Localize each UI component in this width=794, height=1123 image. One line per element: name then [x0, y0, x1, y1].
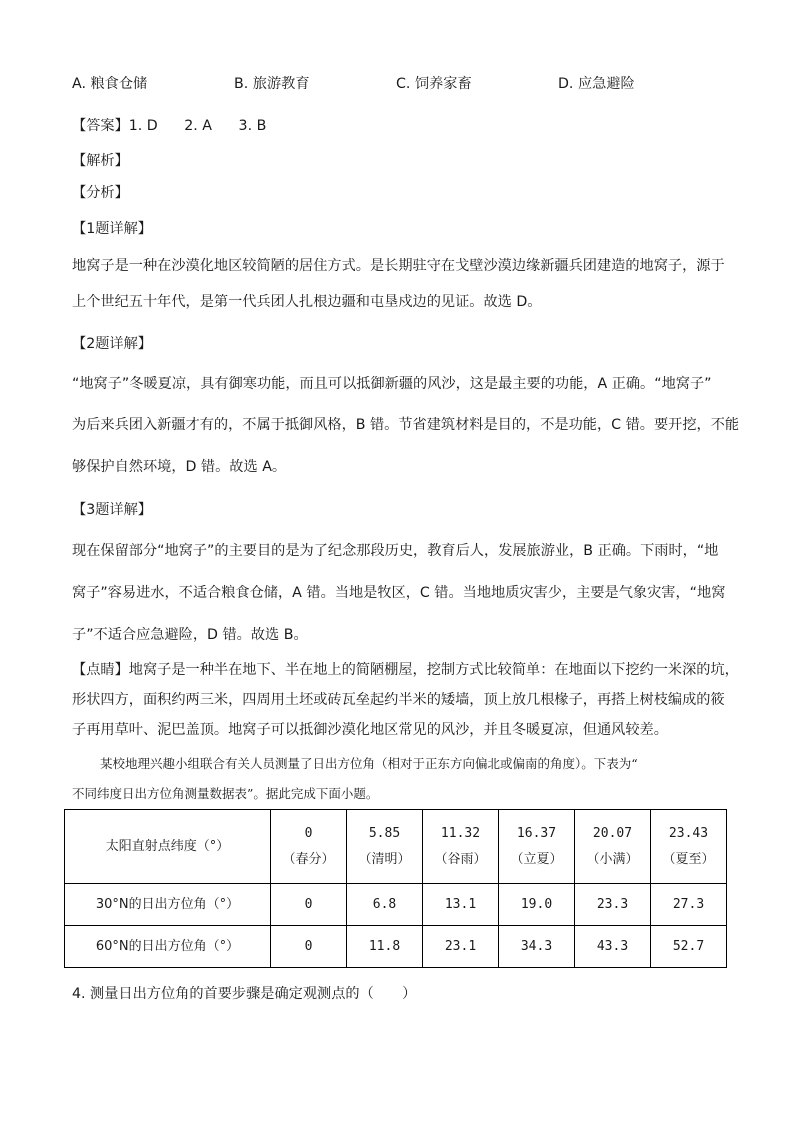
header-col-5 [651, 810, 727, 884]
q2-heading: 【2题详解】 [72, 336, 152, 352]
col-0-value: 0 [304, 825, 313, 841]
row-1-cell-1: 11.8 [347, 926, 423, 968]
col-0-term: （春分） [282, 851, 335, 867]
col-1-term: （清明） [358, 851, 411, 867]
answer-line [72, 115, 266, 135]
col-4-term: （小满） [586, 851, 639, 867]
intro-line-2: 不同纬度日出方位角测量数据表”。据此完成下面小题。 [72, 786, 379, 801]
intro-line-1: 某校地理兴趣小组联合有关人员测量了日出方位角（相对于正东方向偏北或偏南的角度）。下表为“ [100, 756, 638, 771]
q1-heading: 【1题详解】 [72, 221, 152, 237]
answer-1: 1. D [128, 118, 158, 134]
q3-line-1: 现在保留部分“地窝子”的主要目的是为了纪念那段历史，教育后人，发展旅游业，B 正确。下雨时，“地 [72, 543, 719, 559]
q3-heading: 【3题详解】 [72, 502, 152, 518]
q2-line-1: “地窝子”冬暖夏凉，具有御寒功能，而且可以抵御新疆的风沙，这是最主要的功能，A 正确。“地窝子” [72, 376, 712, 392]
q3-line-3: 子”不适合应急避险，D 错。故选 B。 [72, 627, 308, 643]
col-3-value: 16.37 [516, 825, 557, 841]
row-0-cell-3: 19.0 [499, 884, 575, 926]
q1-line-1: 地窝子是一种在沙漠化地区较简陋的居住方式。是长期驻守在戈壁沙漠边缘新疆兵团建造的地窝子，源于 [72, 258, 725, 274]
col-5-value: 23.43 [668, 825, 709, 841]
table-header-row [65, 810, 727, 884]
header-col-0 [271, 810, 347, 884]
analysis-heading: 【解析】 [72, 153, 129, 169]
header-label-cell: 太阳直射点纬度（°） [65, 810, 271, 884]
answer-2: 2. A [184, 118, 213, 134]
row-0-cell-2: 13.1 [423, 884, 499, 926]
question-4: 4. 测量日出方位角的首要步骤是确定观测点的（ ） [72, 986, 417, 1002]
header-col-3 [499, 810, 575, 884]
header-col-4 [575, 810, 651, 884]
option-b: B. 旅游教育 [234, 76, 310, 92]
q2-line-2: 为后来兵团入新疆才有的，不属于抵御风格，B 错。节省建筑材料是目的，不是功能，C 错。要开挖，不能 [72, 417, 740, 433]
dianjing-line-2: 形状四方，面积约两三米，四周用土坯或砖瓦垒起约半米的矮墙，顶上放几根椽子，再搭上树枝编成的筱 [72, 692, 725, 708]
answer-tag: 【答案】 [72, 118, 129, 134]
q3-line-2: 窝子”容易进水，不适合粮食仓储，A 错。当地是牧区，C 错。当地地质灾害少，主要是气象灾害，“地窝 [72, 585, 726, 601]
option-a: A. 粮食仓储 [72, 76, 148, 92]
col-2-value: 11.32 [440, 825, 481, 841]
row-1-label: 60°N的日出方位角（°） [65, 926, 271, 968]
dianjing-line-1: 【点睛】地窝子是一种半在地下、半在地上的简陋棚屋，挖制方式比较简单：在地面以下挖约一米深的坑， [72, 662, 739, 678]
row-1-cell-3: 34.3 [499, 926, 575, 968]
header-col-1 [347, 810, 423, 884]
col-1-value: 5.85 [368, 825, 401, 841]
table-row [65, 884, 727, 926]
row-0-cell-1: 6.8 [347, 884, 423, 926]
col-3-term: （立夏） [510, 851, 563, 867]
row-0-cell-5: 27.3 [651, 884, 727, 926]
answer-3: 3. B [238, 118, 267, 134]
option-c: C. 饲养家畜 [396, 76, 472, 92]
q1-line-2: 上个世纪五十年代，是第一代兵团人扎根边疆和屯垦戍边的见证。故选 D。 [72, 294, 542, 310]
dianjing-line-3: 子再用草叶、泥巴盖顶。地窝子可以抵御沙漠化地区常见的风沙，并且冬暖夏凉，但通风较差。 [72, 722, 668, 738]
row-1-cell-4: 43.3 [575, 926, 651, 968]
row-0-cell-0: 0 [271, 884, 347, 926]
row-1-cell-2: 23.1 [423, 926, 499, 968]
q2-line-3: 够保护自然环境，D 错。故选 A。 [72, 459, 287, 475]
row-1-cell-0: 0 [271, 926, 347, 968]
option-d: D. 应急避险 [558, 76, 635, 92]
sunrise-azimuth-table [64, 809, 727, 968]
row-0-cell-4: 23.3 [575, 884, 651, 926]
analysis-sub-heading: 【分析】 [72, 185, 129, 201]
col-2-term: （谷雨） [434, 851, 487, 867]
table-row [65, 926, 727, 968]
row-1-cell-5: 52.7 [651, 926, 727, 968]
row-0-label: 30°N的日出方位角（°） [65, 884, 271, 926]
col-5-term: （夏至） [662, 851, 715, 867]
header-col-2 [423, 810, 499, 884]
col-4-value: 20.07 [592, 825, 633, 841]
